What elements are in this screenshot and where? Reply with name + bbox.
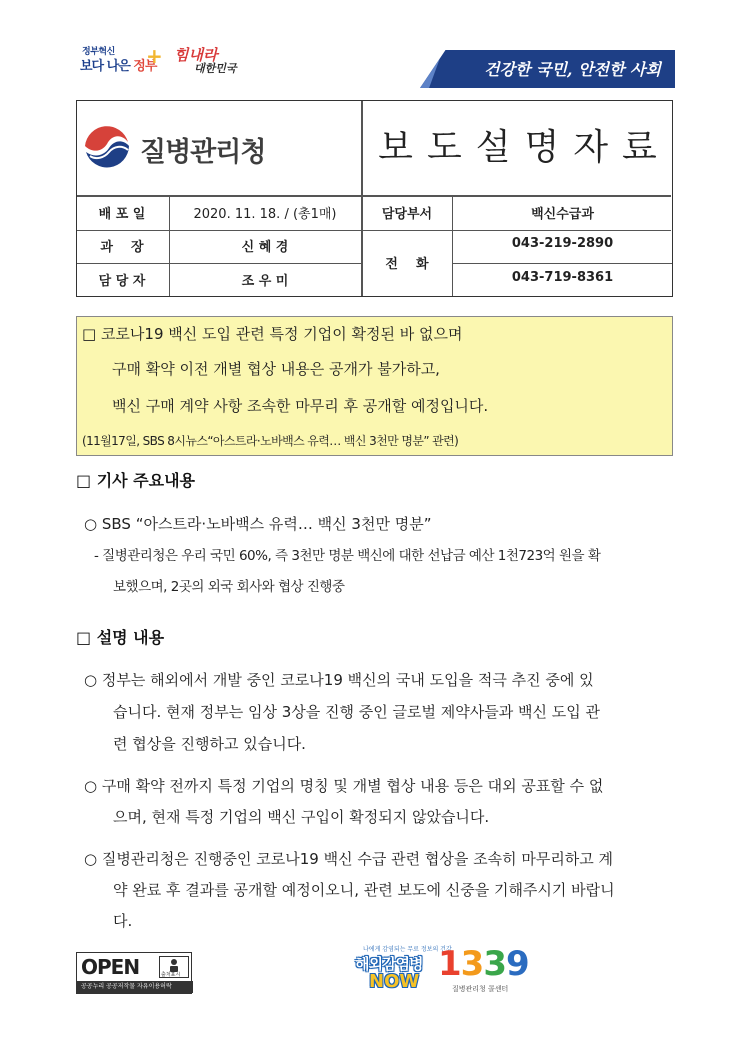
notice-line-1: □ 코로나19 백신 도입 관련 특정 기업이 확정된 바 없으며: [82, 325, 463, 343]
phone-number-1: 043-219-2890: [511, 236, 614, 251]
article-heading: □ 기사 주요내용: [76, 471, 195, 490]
digit-3: 3: [483, 944, 507, 984]
explanation-p1-line-2: 습니다. 현재 정부는 임상 3상을 진행 중인 글로벌 제약사들과 백신 도입 관: [113, 703, 600, 721]
document-title: 보도설명자료: [378, 127, 671, 168]
kogl-open-license-logo: [76, 952, 192, 994]
notice-line-2: 구매 확약 이전 개별 협상 내용은 공개가 불가하고,: [112, 360, 440, 378]
plus-icon: +: [146, 44, 163, 68]
call-center-caption: 질병관리청 콜센터: [452, 985, 509, 993]
call-center-digits: [438, 944, 529, 984]
cheer-korea-logo: [170, 42, 250, 80]
gov-logo-main-b: 정부: [133, 59, 157, 74]
gov-logo-main-text: [80, 55, 156, 74]
travel-logo-line1: 해외감염병: [355, 955, 423, 973]
gov-innovation-logo: [80, 40, 162, 78]
chief-name: 신 혜 경: [241, 240, 289, 255]
chief-label: 과 장: [100, 240, 144, 255]
slogan-text: 건강한 국민, 안전한 사회: [484, 60, 661, 79]
agency-name: 질병관리청: [140, 137, 266, 168]
explanation-p2-line-2: 으며, 현재 특정 기업의 백신 구입이 확정되지 않았습니다.: [113, 808, 490, 826]
travel-logo-line2: NOW: [369, 971, 420, 992]
explanation-p3-line-2: 약 완료 후 결과를 공개할 예정이오니, 관련 보도에 신중을 기해주시기 바랍니: [113, 881, 615, 899]
explanation-p1-line-1: ○ 정부는 해외에서 개발 중인 코로나19 백신의 국내 도입을 적극 추진 중에 있: [84, 671, 594, 689]
gov-logo-main-a: 보다 나은: [80, 59, 134, 74]
department-value: 백신수급과: [531, 207, 594, 222]
staff-name: 조 우 미: [241, 274, 289, 289]
release-date-value: 2020. 11. 18. / (총1매): [193, 207, 337, 222]
open-word: OPEN: [81, 955, 140, 979]
article-item: ○ SBS “아스트라·노바백스 유력… 백신 3천만 명분”: [84, 515, 432, 533]
cheer-korea-line2: 대한민국: [194, 62, 237, 75]
attribution-badge-icon: [159, 956, 189, 978]
taegeuk-emblem-icon: [82, 122, 132, 172]
notice-reference: (11월17일, SBS 8시뉴스“아스트라·노바백스 유력… 백신 3천만 명분” 관련): [82, 434, 459, 448]
digit-4: 9: [506, 944, 529, 984]
digit-1: 1: [438, 944, 461, 984]
explanation-p3-line-3: 다.: [113, 912, 133, 930]
call-center-1339-logo: [438, 944, 529, 996]
travel-logo-tagline: 나에게 감염되는 무료 정보의 건강: [363, 946, 452, 953]
open-license-bar: 공공누리 공공저작물 자유이용허락: [77, 981, 193, 993]
phone-label: 전 화: [385, 257, 429, 272]
notice-line-3: 백신 구매 계약 사항 조속한 마무리 후 공개할 예정입니다.: [112, 397, 489, 415]
release-date-label: 배 포 일: [98, 207, 146, 222]
phone-number-2: 043-719-8361: [511, 270, 614, 285]
staff-label: 담 당 자: [98, 274, 146, 289]
explanation-p1-line-3: 련 협상을 진행하고 있습니다.: [113, 735, 306, 753]
explanation-p3-line-1: ○ 질병관리청은 진행중인 코로나19 백신 수급 관련 협상을 조속히 마무리하고 계: [84, 850, 614, 868]
digit-2: 3: [460, 944, 484, 984]
explanation-heading: □ 설명 내용: [76, 628, 165, 647]
article-sub-line-2: 보했으며, 2곳의 외국 회사와 협상 진행중: [113, 579, 345, 595]
article-sub-line-1: - 질병관리청은 우리 국민 60%, 즉 3천만 명분 백신에 대한 선납금 예산 1천723억 원을 확: [94, 548, 601, 564]
gov-logo-small-text: 정부혁신: [82, 47, 115, 57]
overseas-infection-now-logo: [355, 944, 452, 996]
department-label: 담당부서: [381, 207, 433, 222]
explanation-p2-line-1: ○ 구매 확약 전까지 특정 기업의 명칭 및 개별 협상 내용 등은 대외 공표할 수 없: [84, 777, 604, 795]
cheer-korea-line1: 힘내라: [174, 46, 218, 64]
agency-block: [78, 120, 360, 180]
attribution-badge-text: 출처표시: [161, 972, 181, 978]
